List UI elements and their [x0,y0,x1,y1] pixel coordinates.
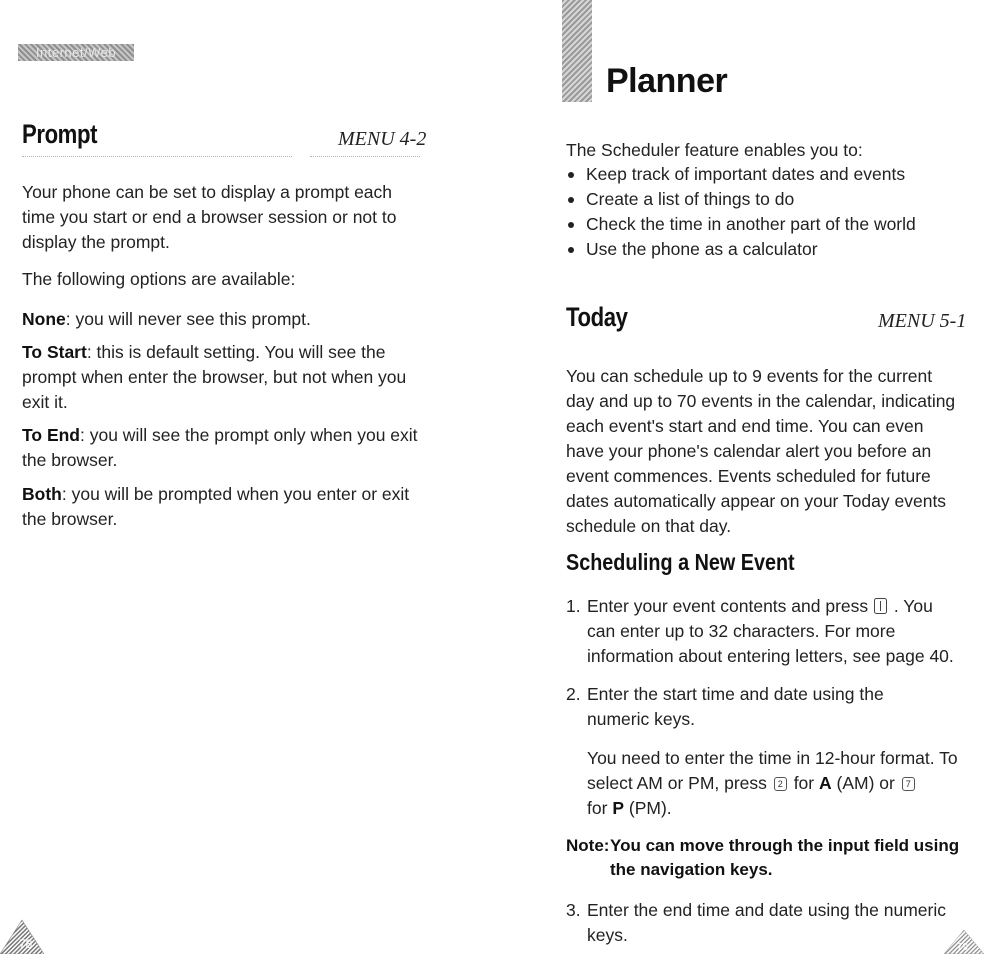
pm-text: (PM). [628,798,672,818]
step-number: 1. [566,596,581,616]
note [566,834,966,882]
step-text: Enter the start time and date using the numeric keys. [587,684,884,729]
list-item: Create a list of things to do [566,187,966,212]
step-number: 3. [566,900,581,920]
feature-list [566,162,966,262]
step-number: 2. [566,684,581,704]
scheduler-intro: The Scheduler feature enables you to: [566,140,863,160]
page-corner-triangle-left [0,916,44,954]
chapter-bar [562,0,592,102]
time-format-instructions [587,746,967,821]
option-to-start [22,340,422,415]
page-number-left: 78 [19,937,33,951]
prompt-rule-right [310,156,420,157]
prompt-intro: Your phone can be set to display a prompt each time you start or end a browser session or not to display the prompt. [22,182,397,252]
step-text-b: . You can enter up to 32 characters. For more information about entering letters, see page 40. [587,596,954,666]
p-letter: P [612,798,624,818]
list-item: Check the time in another part of the world [566,212,966,237]
page-corner-triangle-right [940,924,988,954]
note-text: You can move through the input field using the navigation keys. [610,836,960,879]
chapter-title: Planner [606,62,728,100]
section-tab: Internet/Web [18,44,134,61]
key-7-icon: 7 [902,777,915,791]
today-menu-ref: MENU 5-1 [878,310,967,332]
scheduling-subheading: Scheduling a New Event [566,549,795,575]
option-text: : you will see the prompt only when you exit the browser. [22,425,418,470]
today-heading: Today [566,302,628,332]
option-text: : you will be prompted when you enter or exit the browser. [22,484,410,529]
option-label: None [22,309,66,329]
option-text: : you will never see this prompt. [65,309,311,329]
page-number-right: 79 [957,942,969,953]
option-text: : this is default setting. You will see the prompt when enter the browser, but not when you exit it. [22,342,407,412]
note-label: Note: [566,836,610,855]
prompt-menu-ref: MENU 4-2 [338,128,427,150]
time-format-line2 [587,771,967,796]
option-both [22,482,422,532]
step-text-a: Enter your event contents and press [587,596,869,616]
option-none [22,307,422,332]
for-p-text: for [587,798,608,818]
am-text: (AM) or [836,773,895,793]
option-label: To End [22,425,80,445]
list-item: Use the phone as a calculator [566,237,966,262]
for-a-text: for [793,773,815,793]
key-2-icon: 2 [774,777,787,791]
option-label: To Start [22,342,87,362]
list-item: Keep track of important dates and events [566,162,966,187]
prompt-heading: Prompt [22,119,98,149]
step-text [587,594,957,669]
ok-key-icon [873,597,889,615]
today-description: You can schedule up to 9 events for the current day and up to 70 events in the calendar, indicating each event's start and end time. You can even have your phone's calendar alert you before an event commences. Events scheduled for future dates automatically appear on your Today events schedule on that day. [566,366,956,536]
time-format-line3 [587,796,967,821]
select-text: select AM or PM, press [587,773,767,793]
option-to-end [22,423,422,473]
time-format-line1: You need to enter the time in 12-hour format. To [587,748,958,768]
prompt-rule-left [22,156,292,157]
step-text: Enter the end time and date using the numeric keys. [587,900,946,945]
a-letter: A [819,773,832,793]
options-intro: The following options are available: [22,269,296,289]
option-label: Both [22,484,62,504]
